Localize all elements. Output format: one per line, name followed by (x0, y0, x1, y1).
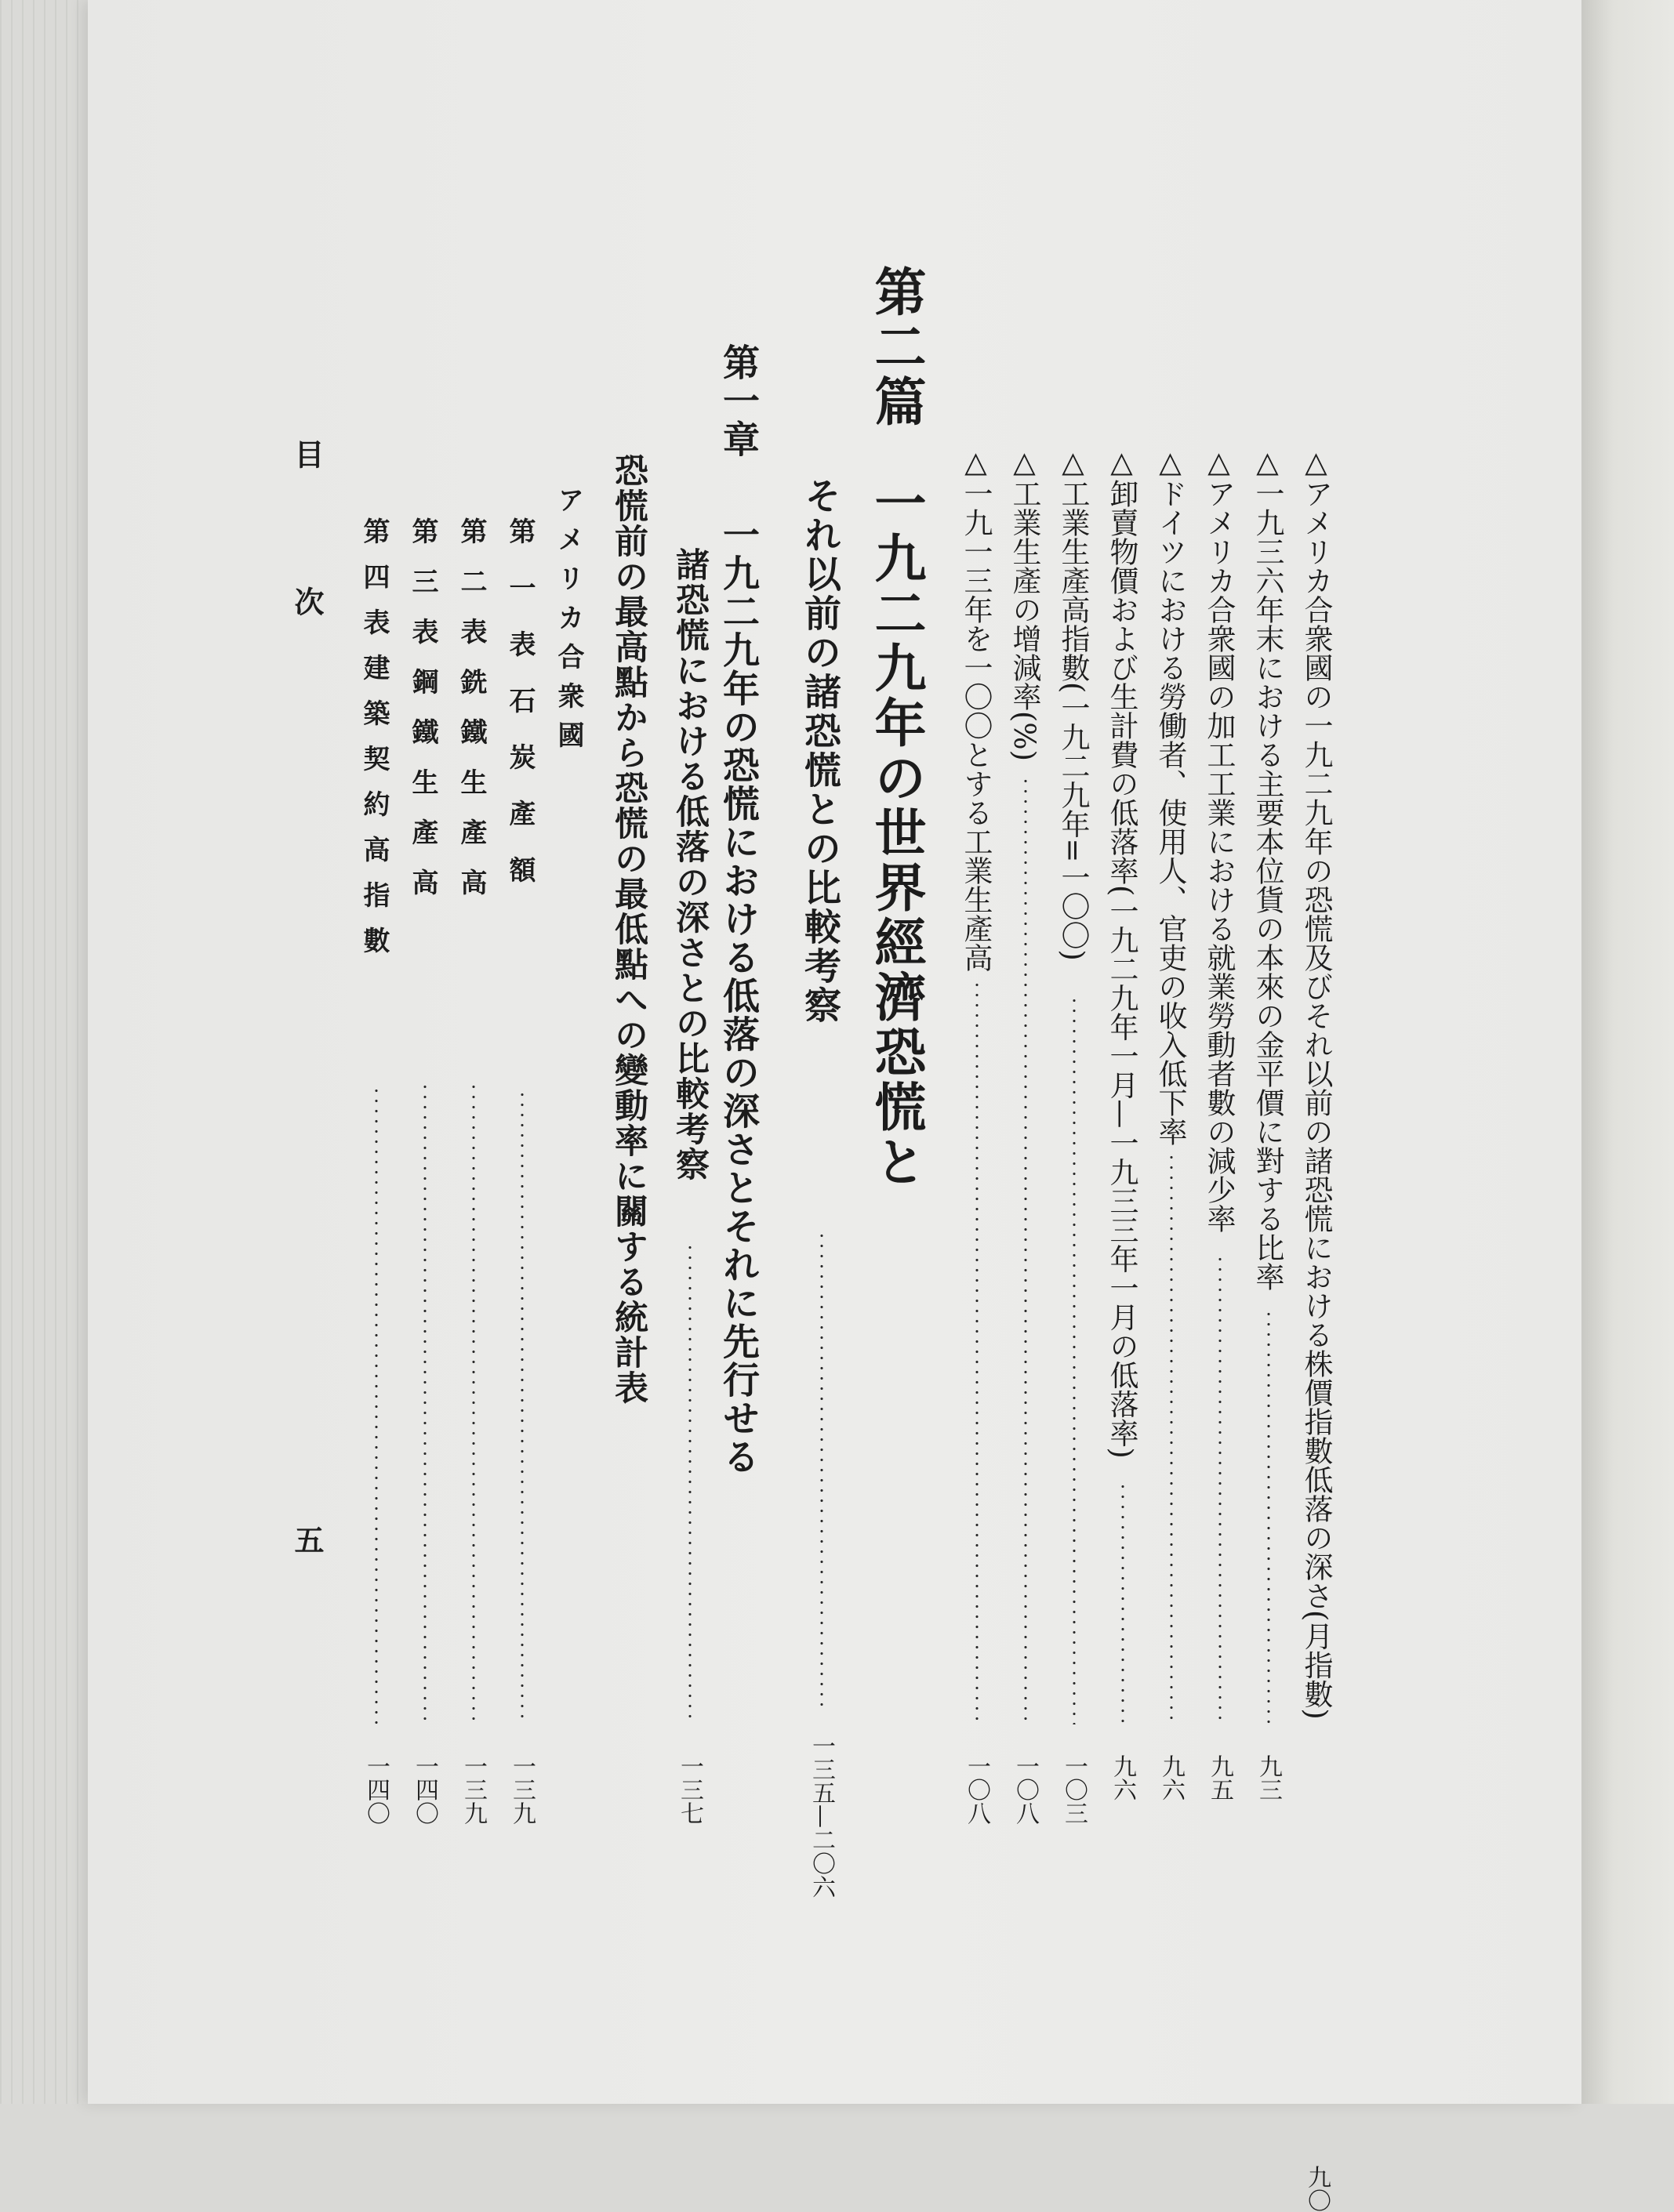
part-page-range: 一三五—二〇六 (808, 1734, 835, 1898)
part-heading: 第二篇 (866, 265, 927, 430)
page-number: 一四〇 (362, 1754, 390, 1825)
leader-dots (1218, 1254, 1222, 1724)
page-number: 一〇三 (1060, 1754, 1088, 1825)
toc-entry: △一九一三年を一〇〇とする工業生產高 (959, 445, 993, 972)
chapter-title-line2: 諸恐慌における低落の深さとの比較考察 (670, 547, 710, 1182)
page-number: 九五 (1206, 1754, 1233, 1801)
table-entry: 第二表銑鐵生產高 (456, 517, 487, 919)
table-entry: 第一表石炭產額 (504, 517, 536, 912)
chapter-page: 一三七 (676, 1754, 703, 1825)
toc-entry: △工業生產の增減率(%) (1008, 445, 1041, 762)
table-entry: 第四表建築契約高指數 (358, 517, 390, 972)
leader-dots (521, 1090, 524, 1724)
leader-dots (820, 1231, 823, 1709)
toc-entry: △ドイツにおける勞働者、使用人、官吏の收入低下率 (1153, 445, 1187, 1146)
part-title-line1: 一九二九年の世界經濟恐慌と (866, 477, 927, 1190)
table-entry: 第三表鋼鐵生產高 (407, 517, 438, 919)
leader-dots (423, 1082, 427, 1724)
leader-dots (1073, 995, 1076, 1724)
chapter-heading: 第一章 (717, 343, 760, 459)
toc-entry: △アメリカ合衆國の一九二九年の恐慌及びそれ以前の諸恐慌における株價指數低落の深さ(月指數) (1299, 445, 1333, 1720)
leader-dots (688, 1242, 692, 1724)
running-head: 目次 (289, 439, 325, 734)
toc-entry: △アメリカ合衆國の加工工業における就業勞動者數の減少率 (1202, 445, 1236, 1233)
page-number: 一〇八 (1011, 1754, 1039, 1825)
leader-dots (1121, 1481, 1124, 1724)
toc-entry: △一九三六年末における主要本位貨の本來の金平價に對する比率 (1251, 445, 1284, 1291)
page-number: 一〇八 (963, 1754, 990, 1825)
toc-entry: △卸賣物價および生計費の低落率(一九二九年一月—一九三三年一月の低落率) (1105, 445, 1138, 1459)
leader-dots (1170, 1152, 1173, 1724)
part-title-line2: それ以前の諸恐慌との比較考察 (798, 477, 841, 1025)
section-title: 恐慌前の最高點から恐慌の最低點への變動率に關する統計表 (609, 453, 648, 1405)
page-number: 一三九 (459, 1754, 487, 1825)
leader-dots (1267, 1309, 1270, 1724)
page-number: 九〇 (1303, 2165, 1331, 2212)
chapter-title-line1: 一九二九年の恐慌における低落の深さとそれに先行せる (717, 516, 760, 1476)
page-number: 一四〇 (411, 1754, 438, 1825)
leader-dots (975, 980, 979, 1724)
folio: 五 (289, 1525, 325, 1554)
leader-dots (375, 1086, 378, 1724)
leader-dots (472, 1082, 475, 1724)
page-edge (1581, 0, 1674, 2104)
page-number: 九六 (1157, 1754, 1185, 1801)
country-heading: アメリカ合衆國 (553, 486, 584, 760)
page-number: 九六 (1109, 1754, 1136, 1801)
page-number: 九三 (1255, 1754, 1282, 1801)
leader-dots (1024, 776, 1027, 1724)
toc-entry: △工業生產高指數(一九二九年=一〇〇) (1056, 445, 1090, 961)
page-number: 一三九 (508, 1754, 536, 1825)
